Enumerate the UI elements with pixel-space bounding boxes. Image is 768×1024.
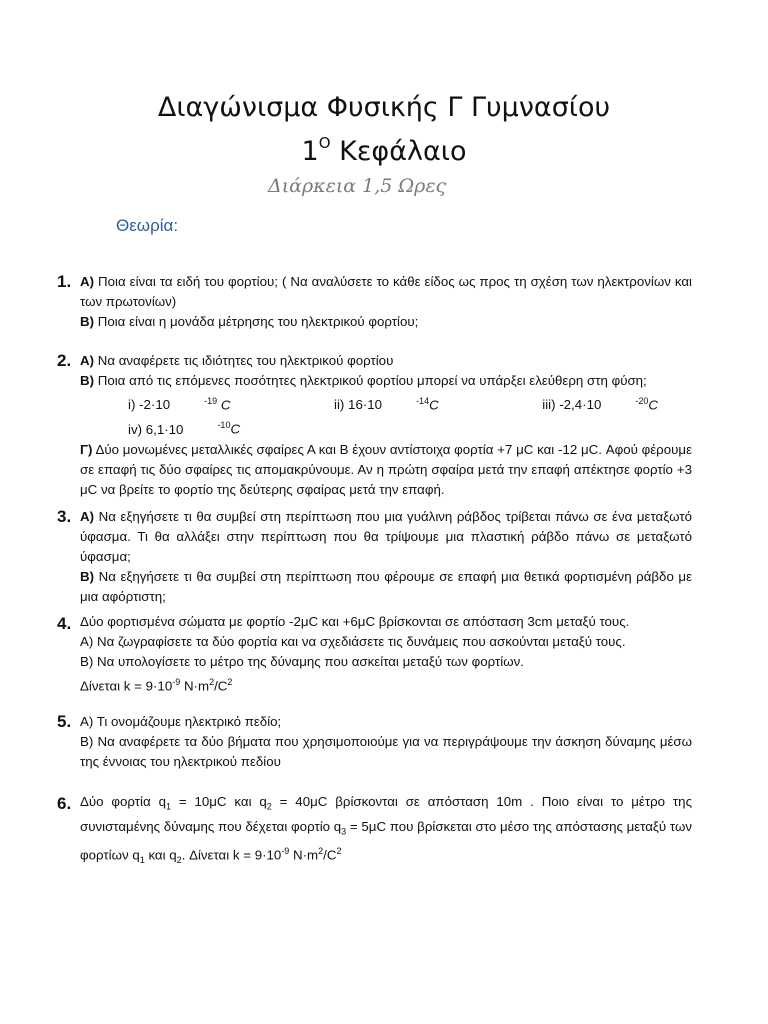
chapter-heading [0,134,768,167]
chapter-word: Κεφάλαιο [339,136,467,167]
question-4-number: 4. [57,614,72,633]
chapter-number: 1 [301,136,319,167]
charge-value-3: iii) -2,4·10 $^{-20}$C [542,396,658,413]
question-4-b: Β) Να υπολογίσετε το μέτρο της δύναμης που ασκείται μεταξύ των φορτίων. [80,654,524,669]
question-3-b: Β) Να εξηγήσετε τι θα συμβεί στη περίπτωση που φέρουμε σε επαφή μια θετικά φορτισμένη ράβδο με μια αφόρτιστη; [80,569,692,604]
question-5 [80,712,692,772]
section-heading: Θεωρία: [116,216,179,235]
question-5-a: Α) Τι ονομάζουμε ηλεκτρικό πεδίο; [80,714,282,729]
chapter-ordinal: Ο [318,134,331,152]
question-6-number: 6. [57,794,72,813]
charge-value-4: iv) 6,1·10 $^{-10}$C [128,420,241,437]
exam-duration: Διάρκεια 1,5 Ωρες [268,175,447,197]
question-4-intro: Δύο φορτισμένα σώματα με φορτίο -2μC και +6μC βρίσκονται σε απόσταση 3cm μεταξύ τους. [80,614,630,629]
question-6 [80,792,692,870]
question-3-a: Α) Να εξηγήσετε τι θα συμβεί στη περίπτωση που μια γυάλινη ράβδος τρίβεται πάνω σε ένα μεταξωτό ύφασμα. Τι θα αλλάξει στην περίπτωση που θα τρίψουμε μια πλαστική ράβδο πάνω σε μεταξωτό ύφασμα; [80,509,692,564]
question-6-text: Δύο φορτία $q_1 = 10\mu C$ και $q_2 = 40\mu C$ βρίσκονται σε απόσταση 10m . Ποιο είναι το μέτρο της συνισταμένης δύναμης που δέχεται φορτίο $q_3 = 5\mu C$ που βρίσκεται στο μέσο της απόστασης μεταξύ των φορτίων $q_1$ και $q_2$. Δίνεται $k = 9\cdot 10^{-9}$ $N\cdot m^2/C^2$ [80,794,692,866]
question-2 [80,351,692,500]
question-1-a: Α) Ποια είναι τα ειδή του φορτίου; ( Να αναλύσετε το κάθε είδος ως προς τη σχέση των ηλεκτρονίων και των πρωτονίων) [80,274,692,309]
question-2-a: Α) Να αναφέρετε τις ιδιότητες του ηλεκτρικού φορτίου [80,353,394,368]
question-3 [80,507,692,607]
question-4-given: Δίνεται $k = 9\cdot 10^{-9}$ $N\cdot m^2/C^2$ [80,677,233,694]
question-4 [80,612,692,696]
question-1-b: Β) Ποια είναι η μονάδα μέτρησης του ηλεκτρικού φορτίου; [80,314,419,329]
question-2-number: 2. [57,351,72,370]
charge-values-list [80,391,692,440]
question-2-c: Γ) Δύο μονωμένες μεταλλικές σφαίρες Α και Β έχουν αντίστοιχα φορτία +7 μC και -12 μC. Αφού φέρουμε σε επαφή τις δύο σφαίρες τις απομακρύνουμε. Αν η πρώτη σφαίρα μετά την επαφή απέκτησε φορτίο +3 μC να βρείτε το φορτίο της δεύτερης σφαίρας μετά την επαφή. [80,441,692,497]
question-4-a: Α) Να ζωγραφίσετε τα δύο φορτία και να σχεδιάσετε τις δυνάμεις που ασκούνται μεταξύ τους. [80,634,626,649]
charge-value-1: i) -2·10 $^{-19}$ C [128,396,231,413]
question-5-number: 5. [57,712,72,731]
question-3-number: 3. [57,507,72,526]
question-5-b: Β) Να αναφέρετε τα δύο βήματα που χρησιμοποιούμε για να περιγράψουμε την άσκηση δύναμης μέσω της έννοιας του ηλεκτρικού πεδίου [80,734,692,769]
question-1 [80,272,692,332]
question-2-b: Β) Ποια από τις επόμενες ποσότητες ηλεκτρικού φορτίου μπορεί να υπάρξει ελεύθερη στη φύση; [80,373,647,388]
document-title: Διαγώνισμα Φυσικής Γ Γυμνασίου [157,92,611,123]
charge-value-2: ii) 16·10 $^{-14}$C [334,396,439,413]
question-1-number: 1. [57,272,72,291]
